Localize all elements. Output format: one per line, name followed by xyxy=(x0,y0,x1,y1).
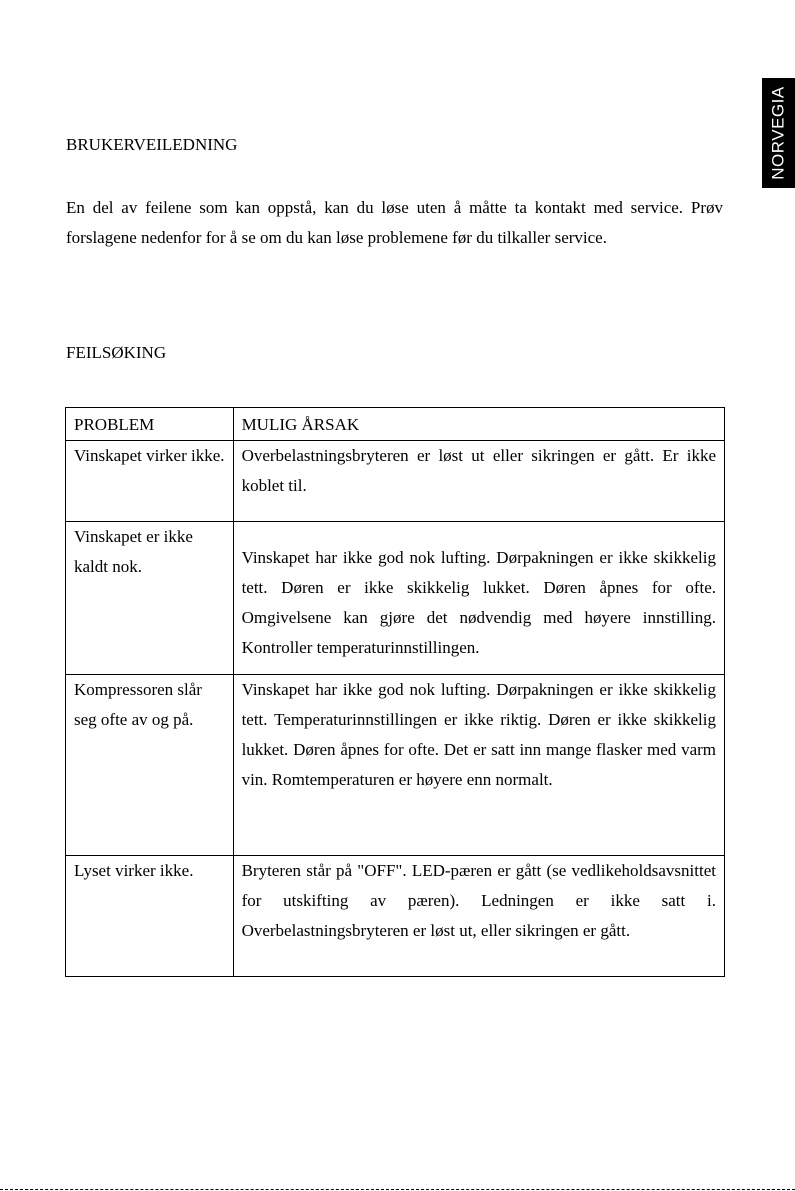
cause-cell xyxy=(233,522,724,675)
page-title: BRUKERVEILEDNING xyxy=(66,135,238,154)
table-row xyxy=(66,522,725,675)
cause-text: Bryteren står på "OFF". LED-pæren er gått (se vedlikeholdsavsnittet for utskifting av pæren). Ledningen er ikke satt i. Overbelastningsbryteren er løst ut, eller sikringen er gått. xyxy=(241,861,716,940)
cause-cell xyxy=(233,441,724,522)
problem-text: Kompressoren slår seg ofte av og på. xyxy=(74,680,202,729)
language-tab-label: NORVEGIA xyxy=(768,86,788,180)
cause-text: Vinskapet har ikke god nok lufting. Dørpakningen er ikke skikkelig tett. Temperaturinnstillingen er ikke riktig. Døren er ikke skikkelig lukket. Døren åpnes for ofte. Det er satt inn mange flasker med varm vin. Romtemperaturen er høyere enn normalt. xyxy=(241,680,716,789)
problem-text: Vinskapet virker ikke. xyxy=(74,446,225,465)
intro-paragraph: En del av feilene som kan oppstå, kan du løse uten å måtte ta kontakt med service. Prøv forslagene nedenfor for å se om du kan løse problemene før du tilkaller service. xyxy=(66,198,723,247)
table-row xyxy=(66,856,725,977)
table-header-row xyxy=(66,408,725,441)
problem-text: Lyset virker ikke. xyxy=(74,861,194,880)
table-row xyxy=(66,441,725,522)
cause-text: Overbelastningsbryteren er løst ut eller sikringen er gått. Er ikke koblet til. xyxy=(241,446,716,495)
problem-cell xyxy=(66,522,234,675)
problem-text: Vinskapet er ikke kaldt nok. xyxy=(74,527,193,576)
cause-cell xyxy=(233,675,724,856)
page-bottom-rule xyxy=(0,1189,795,1190)
problem-cell xyxy=(66,441,234,522)
cause-text: Vinskapet har ikke god nok lufting. Dørpakningen er ikke skikkelig tett. Døren er ikke skikkelig lukket. Døren åpnes for ofte. Omgivelsene kan gjøre det nødvendig med høyere innstilling. Kontroller temperaturinnstillingen. xyxy=(241,548,716,657)
troubleshooting-table xyxy=(65,407,725,977)
header-problem: PROBLEM xyxy=(66,408,234,441)
language-tab xyxy=(762,78,795,188)
section-title: FEILSØKING xyxy=(66,343,167,362)
problem-cell xyxy=(66,856,234,977)
cause-cell xyxy=(233,856,724,977)
table-row xyxy=(66,675,725,856)
header-cause: MULIG ÅRSAK xyxy=(233,408,724,441)
problem-cell xyxy=(66,675,234,856)
